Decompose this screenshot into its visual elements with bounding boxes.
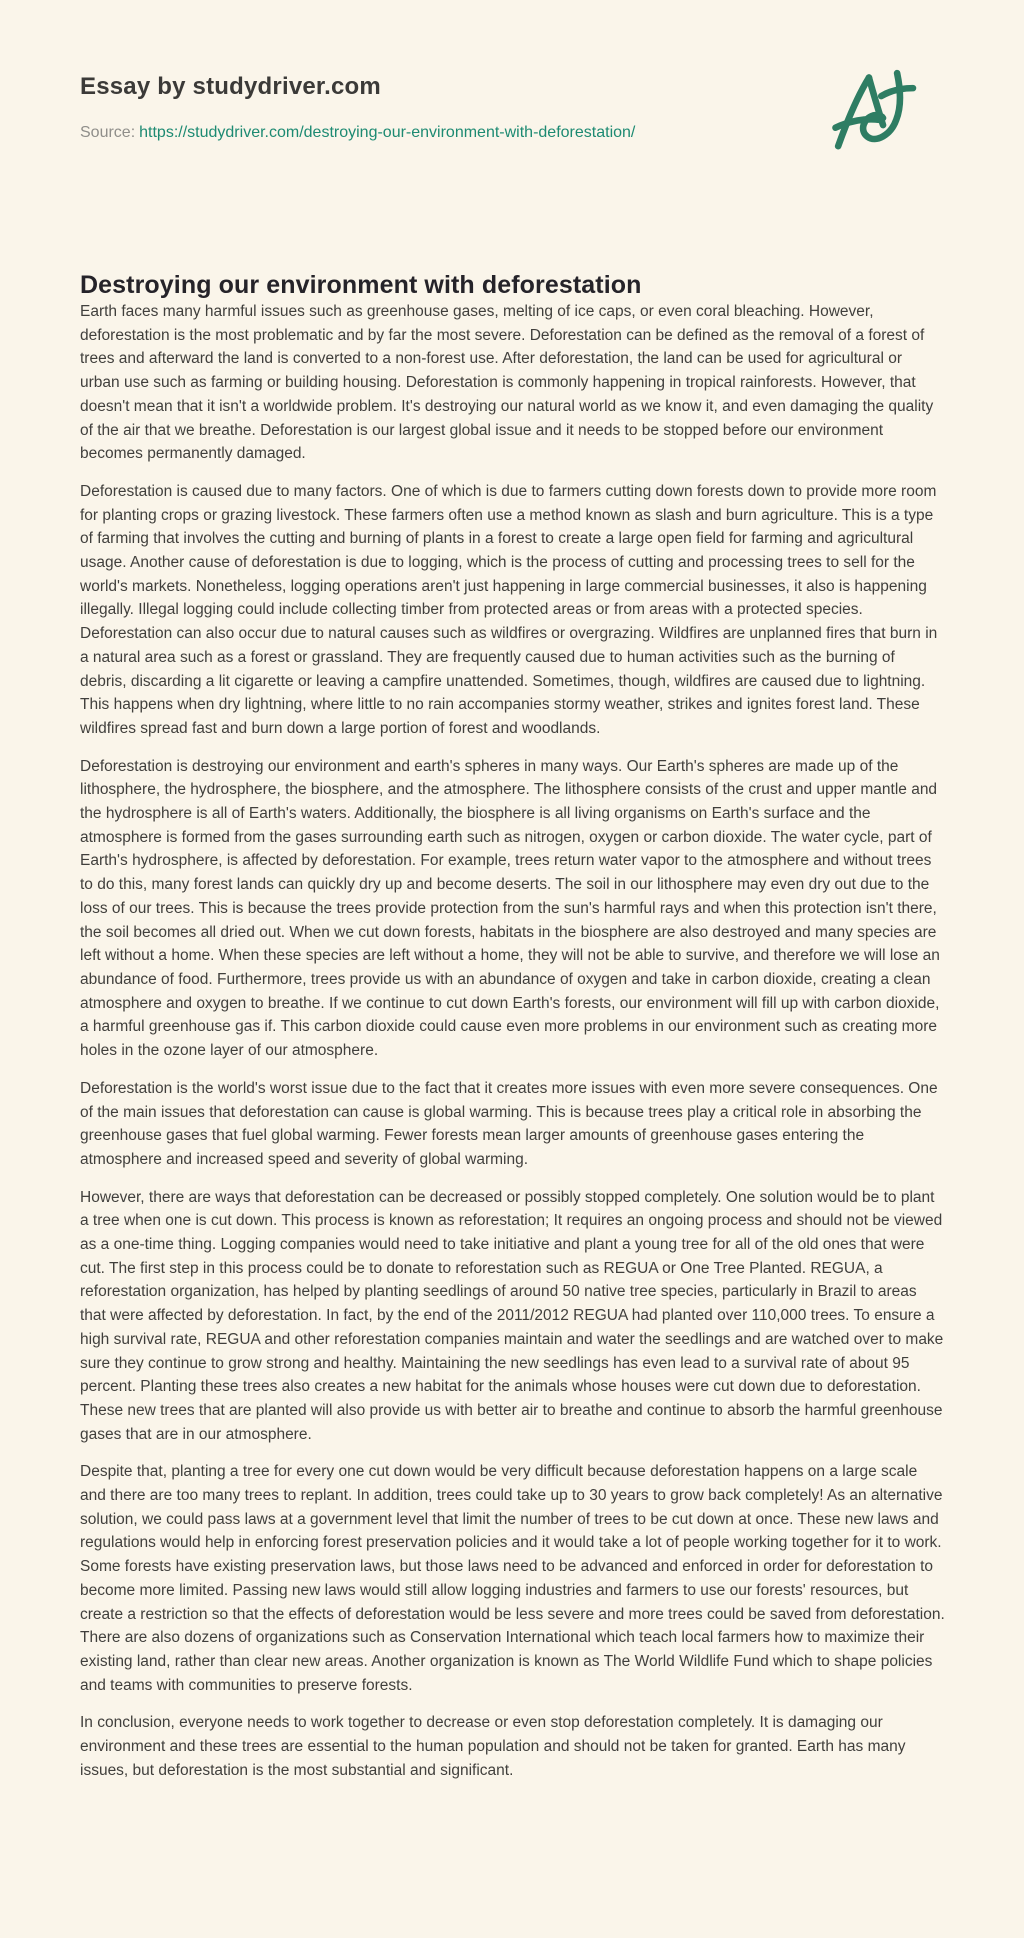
byline: Essay by studydriver.com [80, 73, 381, 100]
essay-paragraph-6: Despite that, planting a tree for every one cut down would be very difficult because deforestation happens on a large scale and there are too many trees to replant. In addition, trees could take up to 30 years to grow back completely! As an alternative solution, we could pass laws at a government level that limit the number of trees to be cut down at once. These new laws and regulations would help in enforcing forest preservation policies and it would take a lot of people working together for it to work. Some forests have existing preservation laws, but those laws need to be advanced and enforced in order for deforestation to become more limited. Passing new laws would still allow logging industries and farmers to use our forests' resources, but create a restriction so that the effects of deforestation would be less severe and more trees could be saved from deforestation. There are also dozens of organizations such as Conservation International which teach local farmers how to maximize their existing land, rather than clear new areas. Another organization is known as The World Wildlife Fund which to shape policies and teams with communities to preserve forests. [80, 1463, 945, 1694]
essay-title: Destroying our environment with deforestation [80, 271, 642, 299]
source-label: Source: [80, 124, 136, 141]
essay-body [80, 300, 945, 1782]
source-link[interactable]: https://studydriver.com/destroying-our-environment-with-deforestation/ [139, 124, 636, 141]
essay-content [80, 271, 945, 1782]
source-line [80, 124, 635, 142]
essay-paragraph-7: In conclusion, everyone needs to work together to decrease or even stop deforestation completely. It is damaging our environment and these trees are essential to the human population and should not be taken for granted. Earth has many issues, but deforestation is the most substantial and significant. [80, 1714, 906, 1779]
studydriver-a-plus-logo-icon [831, 67, 921, 155]
essay-paragraph-1: Earth faces many harmful issues such as greenhouse gases, melting of ice caps, or even coral bleaching. However, deforestation is the most problematic and by far the most severe. Deforestation can be defined as the removal of a forest of trees and afterward the land is converted to a non-forest use. After deforestation, the land can be used for agricultural or urban use such as farming or building housing. Deforestation is commonly happening in tropical rainforests. However, that doesn't mean that it isn't a worldwide problem. It's destroying our natural world as we know it, and even damaging the quality of the air that we breathe. Deforestation is our largest global issue and it needs to be stopped before our environment becomes permanently damaged. [80, 303, 934, 463]
essay-paragraph-3: Deforestation is destroying our environment and earth's spheres in many ways. Our Earth's spheres are made up of the lithosphere, the hydrosphere, the biosphere, and the atmosphere. The lithosphere consists of the crust and upper mantle and the hydrosphere is all of Earth's waters. Additionally, the biosphere is all living organisms on Earth's surface and the atmosphere is formed from the gases surrounding earth such as nitrogen, oxygen or carbon dioxide. The water cycle, part of Earth's hydrosphere, is affected by deforestation. For example, trees return water vapor to the atmosphere and without trees to do this, many forest lands can quickly dry up and become deserts. The soil in our lithosphere may even dry out due to the loss of our trees. This is because the trees provide protection from the sun's harmful rays and when this protection isn't there, the soil becomes all dried out. When we cut down forests, habitats in the biosphere are also destroyed and many species are left without a home. When these species are left without a home, they will not be able to survive, and therefore we will lose an abundance of food. Furthermore, trees provide us with an abundance of oxygen and take in carbon dioxide, creating a clean atmosphere and oxygen to breathe. If we continue to cut down Earth's forests, our environment will fill up with carbon dioxide, a harmful greenhouse gas if. This carbon dioxide could cause even more problems in our environment such as creating more holes in the ozone layer of our atmosphere. [80, 757, 940, 1060]
page-header [80, 73, 945, 155]
essay-paragraph-2: Deforestation is caused due to many factors. One of which is due to farmers cutting down forests down to provide more room for planting crops or grazing livestock. These farmers often use a method known as slash and burn agriculture. This is a type of farming that involves the cutting and burning of plants in a forest to create a large open field for farming and agricultural usage. Another cause of deforestation is due to logging, which is the process of cutting and processing trees to sell for the world's markets. Nonetheless, logging operations aren't just happening in large commercial businesses, it also is happening illegally. Illegal logging could include collecting timber from protected areas or from areas with a protected species. Deforestation can also occur due to natural causes such as wildfires or overgrazing. Wildfires are unplanned fires that burn in a natural area such as a forest or grassland. They are frequently caused due to human activities such as the burning of debris, discarding a lit cigarette or leaving a campfire unattended. Sometimes, though, wildfires are caused due to lightning. This happens when dry lightning, where little to no rain accompanies stormy weather, strikes and ignites forest land. These wildfires spread fast and burn down a large portion of forest and woodlands. [80, 482, 938, 737]
essay-paragraph-5: However, there are ways that deforestation can be decreased or possibly stopped completely. One solution would be to plant a tree when one is cut down. This process is known as reforestation; It requires an ongoing process and should not be viewed as a one-time thing. Logging companies would need to take initiative and plant a young tree for all of the old ones that were cut. The first step in this process could be to donate to reforestation such as REGUA or One Tree Planted. REGUA, a reforestation organization, has helped by planting seedlings of around 50 native tree species, particularly in Brazil to areas that were affected by deforestation. In fact, by the end of the 2011/2012 REGUA had planted over 110,000 trees. To ensure a high survival rate, REGUA and other reforestation companies maintain and water the seedlings and are watched over to make sure they continue to grow strong and healthy. Maintaining the new seedlings has even lead to a survival rate of about 95 percent. Planting these trees also creates a new habitat for the animals whose houses were cut down due to deforestation. These new trees that are planted will also provide us with better air to breathe and continue to absorb the harmful greenhouse gases that are in our atmosphere. [80, 1188, 944, 1443]
essay-paragraph-4: Deforestation is the world's worst issue due to the fact that it creates more issues with even more severe consequences. One of the main issues that deforestation can cause is global warming. This is because trees play a critical role in absorbing the greenhouse gases that fuel global warming. Fewer forests mean larger amounts of greenhouse gases entering the atmosphere and increased speed and severity of global warming. [80, 1079, 938, 1168]
header-text-block [80, 73, 635, 142]
